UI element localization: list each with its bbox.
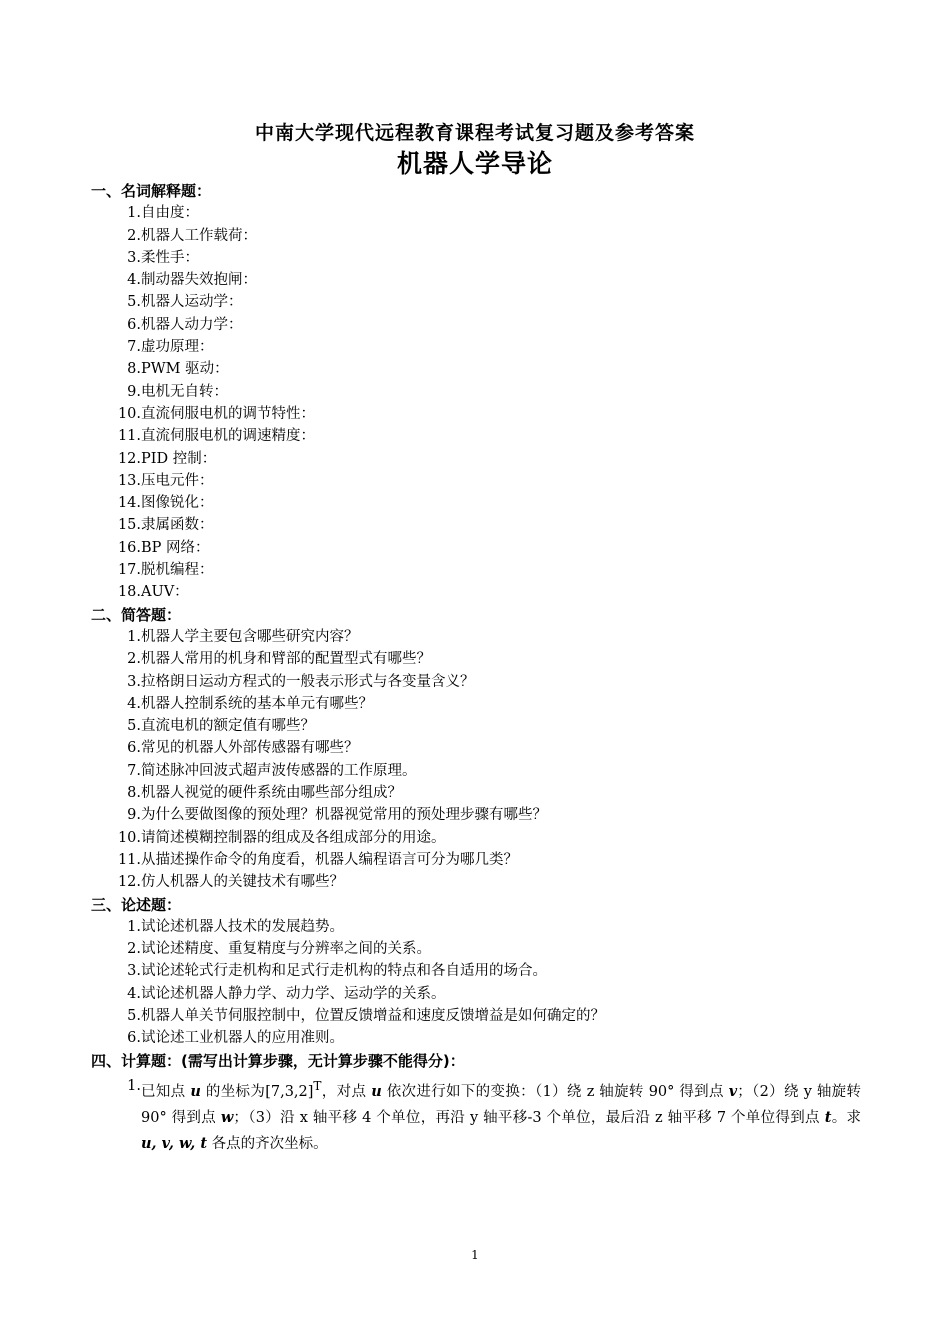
calc-question-text bbox=[141, 1074, 861, 1157]
question-text: AUV： bbox=[141, 584, 189, 601]
question-text: 脱机编程： bbox=[141, 562, 214, 579]
question-text: 试论述机器人静力学、动力学、运动学的关系。 bbox=[141, 985, 446, 1002]
question-number: 5. bbox=[127, 294, 141, 311]
text-run: 依次进行如下的变换：（1）绕 z 轴旋转 90° 得到点 bbox=[381, 1083, 729, 1100]
question-number: 2. bbox=[127, 651, 141, 668]
document-header: 中南大学现代远程教育课程考试复习题及参考答案 bbox=[254, 122, 695, 144]
question-number: 15. bbox=[117, 517, 141, 534]
question-number: 3. bbox=[127, 249, 141, 266]
question-text: 机器人学主要包含哪些研究内容？ bbox=[141, 628, 359, 645]
question-text: 直流伺服电机的调速精度： bbox=[141, 428, 315, 445]
question-item bbox=[91, 827, 871, 849]
question-number: 12. bbox=[117, 450, 141, 467]
section-heading: 一、名词解释题： bbox=[91, 182, 212, 200]
question-item bbox=[91, 358, 871, 380]
question-number: 6. bbox=[127, 1030, 141, 1047]
question-number: 10. bbox=[117, 405, 141, 422]
question-number: 6. bbox=[127, 316, 141, 333]
question-item bbox=[91, 671, 871, 693]
text-run: 。求 bbox=[831, 1109, 862, 1126]
question-text: 试论述机器人技术的发展趋势。 bbox=[141, 918, 344, 935]
question-number: 11. bbox=[117, 428, 141, 445]
question-text: 为什么要做图像的预处理？机器视觉常用的预处理步骤有哪些？ bbox=[141, 807, 547, 824]
question-item bbox=[91, 804, 871, 826]
question-item bbox=[91, 960, 871, 982]
var-u: u bbox=[371, 1082, 382, 1100]
question-text: 仿人机器人的关键技术有哪些？ bbox=[141, 874, 344, 891]
question-text: 请简述模糊控制器的组成及各组成部分的用途。 bbox=[141, 829, 446, 846]
question-number: 9. bbox=[127, 383, 141, 400]
section-heading: 二、简答题： bbox=[91, 605, 182, 624]
question-section bbox=[91, 604, 871, 894]
question-number: 17. bbox=[117, 562, 141, 579]
var-list: u, v, w, t bbox=[141, 1134, 208, 1152]
question-number: 1. bbox=[127, 918, 141, 935]
question-number: 12. bbox=[117, 874, 141, 891]
question-item bbox=[91, 938, 871, 960]
question-number: 3. bbox=[127, 963, 141, 980]
var-v: v bbox=[728, 1082, 738, 1100]
question-item bbox=[91, 381, 871, 403]
question-text: 机器人运动学： bbox=[141, 294, 243, 311]
question-text: 试论述轮式行走机构和足式行走机构的特点和各自适用的场合。 bbox=[141, 963, 547, 980]
question-number: 8. bbox=[127, 361, 141, 378]
question-number: 9. bbox=[127, 807, 141, 824]
question-number: 4. bbox=[127, 272, 141, 289]
question-item bbox=[91, 225, 871, 247]
question-text: 机器人动力学： bbox=[141, 316, 243, 333]
section-heading: 三、论述题： bbox=[91, 895, 182, 914]
question-text: 自由度： bbox=[141, 205, 199, 222]
question-item bbox=[91, 492, 871, 514]
text-run: ；（2）绕 y 轴旋转 90° 得到点 bbox=[141, 1083, 862, 1126]
question-item bbox=[91, 514, 871, 536]
question-text: 机器人控制系统的基本单元有哪些？ bbox=[141, 695, 373, 712]
question-text: 柔性手： bbox=[141, 249, 199, 266]
question-item bbox=[91, 202, 871, 224]
question-item bbox=[91, 314, 871, 336]
question-text: PWM 驱动： bbox=[141, 361, 229, 378]
question-item bbox=[91, 336, 871, 358]
question-item bbox=[91, 403, 871, 425]
question-text: 机器人单关节伺服控制中，位置反馈增益和速度反馈增益是如何确定的？ bbox=[141, 1007, 605, 1024]
question-text: 简述脉冲回波式超声波传感器的工作原理。 bbox=[141, 762, 417, 779]
question-text: 机器人常用的机身和臂部的配置型式有哪些？ bbox=[141, 651, 431, 668]
question-item bbox=[91, 871, 871, 893]
question-number: 13. bbox=[117, 472, 141, 489]
calc-question bbox=[91, 1074, 871, 1157]
question-item bbox=[91, 916, 871, 938]
question-text: 制动器失效抱闸： bbox=[141, 272, 257, 289]
question-item bbox=[91, 983, 871, 1005]
question-item bbox=[91, 470, 871, 492]
question-number: 10. bbox=[117, 829, 141, 846]
question-text: 试论述精度、重复精度与分辨率之间的关系。 bbox=[141, 941, 431, 958]
question-item bbox=[91, 448, 871, 470]
question-number: 7. bbox=[127, 762, 141, 779]
question-number: 3. bbox=[127, 673, 141, 690]
question-item bbox=[91, 269, 871, 291]
text-run: 已知点 bbox=[141, 1083, 191, 1100]
question-item bbox=[91, 760, 871, 782]
calc-section bbox=[91, 1050, 871, 1157]
question-section bbox=[91, 180, 871, 604]
document-body bbox=[91, 180, 871, 1157]
question-sections bbox=[91, 180, 871, 1050]
question-text: 虚功原理： bbox=[141, 339, 214, 356]
question-item bbox=[91, 1027, 871, 1049]
question-text: 图像锐化： bbox=[141, 495, 214, 512]
question-text: PID 控制： bbox=[141, 450, 217, 467]
question-number: 1. bbox=[127, 628, 141, 645]
question-text: 隶属函数： bbox=[141, 517, 214, 534]
question-text: BP 网络： bbox=[141, 539, 210, 556]
question-item bbox=[91, 537, 871, 559]
question-item bbox=[91, 648, 871, 670]
question-number: 18. bbox=[117, 584, 141, 601]
question-item bbox=[91, 737, 871, 759]
question-number: 2. bbox=[127, 227, 141, 244]
question-item bbox=[91, 425, 871, 447]
question-number: 16. bbox=[117, 539, 141, 556]
question-item bbox=[91, 626, 871, 648]
question-number: 1. bbox=[127, 1077, 141, 1094]
page-number: 1 bbox=[471, 1248, 479, 1262]
section-heading: 四、计算题：(需写出计算步骤，无计算步骤不能得分)： bbox=[91, 1051, 465, 1070]
question-text: 常见的机器人外部传感器有哪些？ bbox=[141, 740, 359, 757]
text-run: 的坐标为[7,3,2] bbox=[200, 1083, 314, 1100]
question-item bbox=[91, 291, 871, 313]
question-item bbox=[91, 1005, 871, 1027]
var-u: u bbox=[190, 1082, 201, 1100]
question-section bbox=[91, 894, 871, 1050]
question-number: 1. bbox=[127, 205, 141, 222]
text-run: ，对点 bbox=[321, 1083, 372, 1100]
var-t: t bbox=[824, 1108, 832, 1126]
text-run: ；（3）沿 x 轴平移 4 个单位，再沿 y 轴平移-3 个单位，最后沿 z 轴平移 7 个单位得到点 bbox=[233, 1109, 825, 1126]
superscript: T bbox=[313, 1078, 322, 1093]
document-title: 机器人学导论 bbox=[396, 149, 553, 178]
question-number: 4. bbox=[127, 985, 141, 1002]
question-number: 4. bbox=[127, 695, 141, 712]
question-text: 拉格朗日运动方程式的一般表示形式与各变量含义？ bbox=[141, 673, 475, 690]
question-text: 压电元件： bbox=[141, 472, 214, 489]
question-text: 直流电机的额定值有哪些？ bbox=[141, 718, 315, 735]
question-number: 5. bbox=[127, 1007, 141, 1024]
question-text: 电机无自转： bbox=[141, 383, 228, 400]
question-item bbox=[91, 715, 871, 737]
question-text: 机器人视觉的硬件系统由哪些部分组成？ bbox=[141, 785, 402, 802]
question-number: 8. bbox=[127, 785, 141, 802]
text-run: 各点的齐次坐标。 bbox=[207, 1135, 328, 1152]
question-item bbox=[91, 782, 871, 804]
question-number: 14. bbox=[117, 495, 141, 512]
question-item bbox=[91, 849, 871, 871]
question-number: 11. bbox=[117, 851, 141, 868]
question-text: 试论述工业机器人的应用准则。 bbox=[141, 1030, 344, 1047]
question-item bbox=[91, 559, 871, 581]
question-item bbox=[91, 581, 871, 603]
question-item bbox=[91, 247, 871, 269]
question-item bbox=[91, 693, 871, 715]
var-w: w bbox=[220, 1108, 234, 1126]
question-number: 5. bbox=[127, 718, 141, 735]
question-text: 机器人工作载荷： bbox=[141, 227, 257, 244]
question-text: 直流伺服电机的调节特性： bbox=[141, 405, 315, 422]
question-number: 7. bbox=[127, 339, 141, 356]
question-number: 2. bbox=[127, 941, 141, 958]
question-text: 从描述操作命令的角度看，机器人编程语言可分为哪几类？ bbox=[141, 851, 518, 868]
question-number: 6. bbox=[127, 740, 141, 757]
